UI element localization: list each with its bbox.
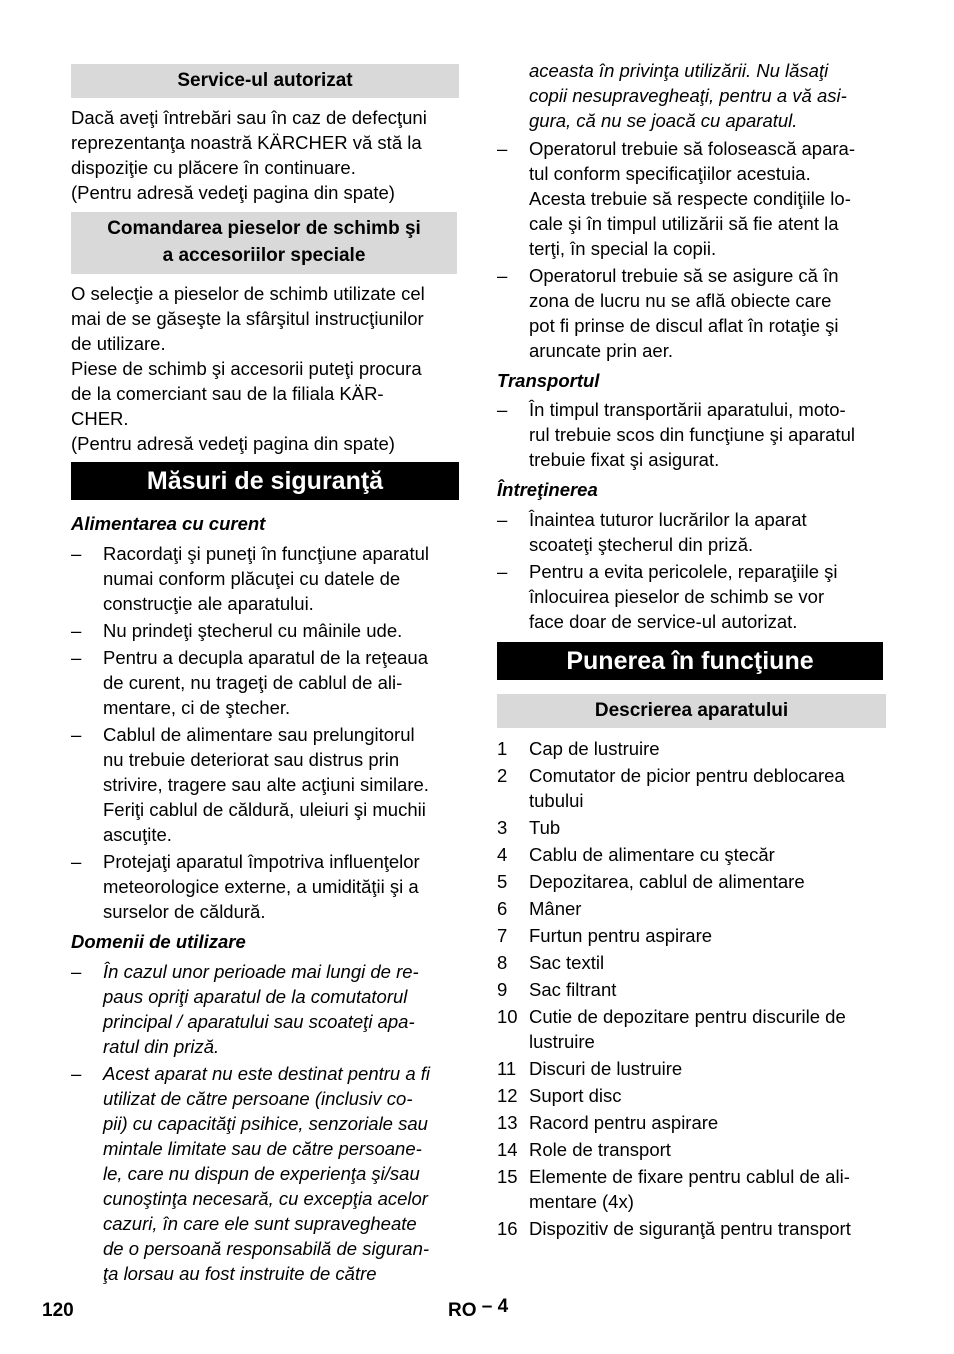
paragraph-line: dispoziţie cu plăcere în continuare. [71, 157, 356, 178]
part-label-line: Sac textil [529, 952, 605, 973]
part-item [497, 923, 889, 948]
paragraph-line: mai de se găseşte la sfârşitul instrucţiunilor [71, 308, 424, 329]
footer-lang-code: RO [448, 1300, 477, 1321]
part-item [497, 1004, 889, 1054]
part-item [497, 950, 889, 975]
part-item [497, 842, 889, 867]
dash-bullet: – [71, 961, 82, 982]
use-continued [529, 58, 889, 133]
part-label-line: Depozitarea, cablul de alimentare [529, 871, 805, 892]
sub-power: Alimentarea cu curent [71, 513, 266, 534]
part-label-line: Role de transport [529, 1139, 671, 1160]
list-item-line: utilizat de către persoane (inclusiv co- [103, 1088, 413, 1109]
part-number: 13 [497, 1112, 518, 1133]
part-item [497, 815, 889, 840]
parts-list [497, 736, 889, 1243]
part-item [497, 869, 889, 894]
part-number: 16 [497, 1218, 518, 1239]
sub-maintenance: Întreţinerea [497, 479, 598, 500]
paragraph-line: de la comerciant sau de la filiala KÄR- [71, 383, 384, 404]
part-number: 9 [497, 979, 508, 1000]
list-item-line: zona de lucru nu se află obiecte care [529, 290, 832, 311]
part-item [497, 977, 889, 1002]
list-item-line: înlocuirea pieselor de schimb se vor [529, 586, 825, 607]
part-label-line: Mâner [529, 898, 582, 919]
part-item [497, 1164, 889, 1214]
part-number: 2 [497, 765, 508, 786]
paragraph-line: aceasta în privinţa utilizării. Nu lăsaţi [529, 60, 829, 81]
list-item [71, 645, 463, 720]
list-item-line: meteorologice externe, a umidităţii şi a [103, 876, 419, 897]
part-number: 4 [497, 844, 508, 865]
paragraph-line: reprezentanţa noastră KÄRCHER vă stă la [71, 132, 422, 153]
list-item [497, 136, 889, 261]
part-number: 1 [497, 738, 508, 759]
part-label-line: Racord pentru aspirare [529, 1112, 719, 1133]
list-item-line: pot fi prinse de discul aflat în rotaţie şi [529, 315, 839, 336]
list-item-line: Pentru a decupla aparatul de la reţeaua [103, 647, 429, 668]
part-number: 10 [497, 1006, 518, 1027]
part-number: 6 [497, 898, 508, 919]
paragraph-line: (Pentru adresă vedeţi pagina din spate) [71, 433, 395, 454]
service-text [71, 105, 461, 205]
list-item-line: Racordaţi şi puneţi în funcţiune aparatul [103, 543, 430, 564]
part-label-line: tubului [529, 790, 584, 811]
list-item-line: Cablul de alimentare sau prelungitorul [103, 724, 415, 745]
heading-order [71, 212, 457, 274]
paragraph-line: Dacă aveţi întrebări sau în caz de defecţuni [71, 107, 427, 128]
part-item [497, 1110, 889, 1135]
list-item [71, 849, 463, 924]
list-item [497, 263, 889, 363]
dash-bullet: – [497, 509, 508, 530]
list-item [497, 559, 889, 634]
dash-bullet: – [497, 265, 508, 286]
list-item-line: scoateţi ştecherul din priză. [529, 534, 754, 555]
footer-lang [448, 1296, 509, 1322]
part-label-line: Discuri de lustruire [529, 1058, 683, 1079]
list-item-line: Acest aparat nu este destinat pentru a fi [103, 1063, 431, 1084]
list-item-line: Feriţi cablul de căldură, uleiuri şi muchii [103, 799, 426, 820]
list-item-line: strivire, tragere sau alte acţiuni similare. [103, 774, 429, 795]
list-transport [497, 397, 889, 474]
part-number: 12 [497, 1085, 518, 1106]
heading-safety: Măsuri de siguranţă [71, 462, 459, 500]
list-item-line: mintale limitate sau de către persoane- [103, 1138, 422, 1159]
paragraph-line: de utilizare. [71, 333, 166, 354]
part-item [497, 736, 889, 761]
heading-line: Comandarea pieselor de schimb şi [107, 218, 421, 239]
list-item-line: pii) cu capacităţi psihice, senzoriale sau [103, 1113, 428, 1134]
part-item [497, 1083, 889, 1108]
list-item-line: numai conform plăcuţei cu datele de [103, 568, 401, 589]
dash-bullet: – [71, 647, 82, 668]
list-power [71, 541, 463, 926]
list-item-line: cazuri, în care ele sunt supravegheate [103, 1213, 417, 1234]
heading-service: Service-ul autorizat [71, 64, 459, 98]
list-item-line: ţa lorsau au fost instruite de către [103, 1263, 377, 1284]
paragraph-line: CHER. [71, 408, 129, 429]
paragraph-line: copii nesupravegheaţi, pentru a vă asi- [529, 85, 847, 106]
list-item-line: Nu prindeţi ştecherul cu mâinile ude. [103, 620, 403, 641]
part-label-line: Sac filtrant [529, 979, 617, 1000]
list-item-line: Acesta trebuie să respecte condiţiile lo- [529, 188, 851, 209]
part-label-line: Comutator de picior pentru deblocarea [529, 765, 845, 786]
part-item [497, 1056, 889, 1081]
footer-page-sub: – 4 [481, 1296, 509, 1317]
paragraph-line: O selecţie a pieselor de schimb utilizate cel [71, 283, 425, 304]
dash-bullet: – [71, 543, 82, 564]
part-label-line: Elemente de fixare pentru cablul de ali- [529, 1166, 850, 1187]
list-item-line: Pentru a evita pericolele, reparaţiile şi [529, 561, 838, 582]
part-label-line: Suport disc [529, 1085, 622, 1106]
paragraph-line: (Pentru adresă vedeţi pagina din spate) [71, 182, 395, 203]
paragraph-line: Piese de schimb şi accesorii puteţi procura [71, 358, 422, 379]
list-item-line: Protejaţi aparatul împotriva influenţelor [103, 851, 420, 872]
list-item-line: În cazul unor perioade mai lungi de re- [103, 961, 419, 982]
dash-bullet: – [71, 620, 82, 641]
list-maintenance [497, 507, 889, 636]
list-item-line: Înaintea tuturor lucrărilor la aparat [529, 509, 807, 530]
list-item-line: ratul din priză. [103, 1036, 220, 1057]
order-text [71, 281, 461, 456]
sub-transport: Transportul [497, 370, 600, 391]
list-use [71, 959, 463, 1288]
list-item [71, 1061, 463, 1286]
part-label-line: Cap de lustruire [529, 738, 660, 759]
list-item-line: trebuie fixat şi asigurat. [529, 449, 720, 470]
part-label-line: Cutie de depozitare pentru discurile de [529, 1006, 846, 1027]
dash-bullet: – [71, 1063, 82, 1084]
list-operator [497, 136, 889, 365]
dash-bullet: – [497, 561, 508, 582]
list-item [71, 618, 463, 643]
list-item-line: nu trebuie deteriorat sau distrus prin [103, 749, 400, 770]
list-item-line: paus opriţi aparatul de la comutatorul [103, 986, 408, 1007]
heading-line: a accesoriilor speciale [162, 245, 366, 266]
list-item [497, 397, 889, 472]
paragraph-line: gura, că nu se joacă cu aparatul. [529, 110, 798, 131]
list-item-line: principal / aparatului sau scoateţi apa- [103, 1011, 415, 1032]
list-item-line: Operatorul trebuie să se asigure că în [529, 265, 839, 286]
list-item-line: le, care nu dispun de experienţa şi/sau [103, 1163, 420, 1184]
list-item-line: terţi, în special la copii. [529, 238, 717, 259]
list-item-line: rul trebuie scos din funcţiune şi aparatul [529, 424, 855, 445]
list-item-line: ascuţite. [103, 824, 172, 845]
part-number: 8 [497, 952, 508, 973]
dash-bullet: – [71, 851, 82, 872]
part-label-line: Cablu de alimentare cu ştecăr [529, 844, 775, 865]
heading-description: Descrierea aparatului [497, 694, 886, 728]
part-item [497, 763, 889, 813]
list-item [71, 959, 463, 1059]
list-item-line: face doar de service-ul autorizat. [529, 611, 798, 632]
list-item-line: de curent, nu trageţi de cablul de ali- [103, 672, 403, 693]
list-item-line: aruncate prin aer. [529, 340, 673, 361]
part-item [497, 1216, 889, 1241]
list-item [497, 507, 889, 557]
list-item-line: mentare, ci de ştecher. [103, 697, 291, 718]
dash-bullet: – [497, 138, 508, 159]
part-label-line: Furtun pentru aspirare [529, 925, 713, 946]
list-item-line: construcţie ale aparatului. [103, 593, 314, 614]
part-number: 15 [497, 1166, 518, 1187]
list-item [71, 541, 463, 616]
part-number: 11 [497, 1058, 517, 1079]
dash-bullet: – [497, 399, 508, 420]
list-item [71, 722, 463, 847]
list-item-line: de o persoană responsabilă de siguran- [103, 1238, 430, 1259]
list-item-line: surselor de căldură. [103, 901, 266, 922]
list-item-line: În timpul transportării aparatului, moto- [529, 399, 846, 420]
part-label-line: mentare (4x) [529, 1191, 634, 1212]
part-number: 14 [497, 1139, 518, 1160]
part-label-line: Tub [529, 817, 561, 838]
list-item-line: cunoştinţa necesară, cu excepţia acelor [103, 1188, 428, 1209]
part-item [497, 896, 889, 921]
heading-startup: Punerea în funcţiune [497, 642, 883, 680]
part-label-line: Dispozitiv de siguranţă pentru transport [529, 1218, 851, 1239]
page-number: 120 [42, 1300, 74, 1321]
part-number: 7 [497, 925, 508, 946]
sub-use: Domenii de utilizare [71, 931, 246, 952]
list-item-line: Operatorul trebuie să folosească apara- [529, 138, 855, 159]
part-number: 5 [497, 871, 508, 892]
part-item [497, 1137, 889, 1162]
list-item-line: tul conform specificaţiilor acestuia. [529, 163, 811, 184]
part-number: 3 [497, 817, 508, 838]
part-label-line: lustruire [529, 1031, 595, 1052]
list-item-line: cale şi în timpul utilizării să fie atent la [529, 213, 839, 234]
dash-bullet: – [71, 724, 82, 745]
